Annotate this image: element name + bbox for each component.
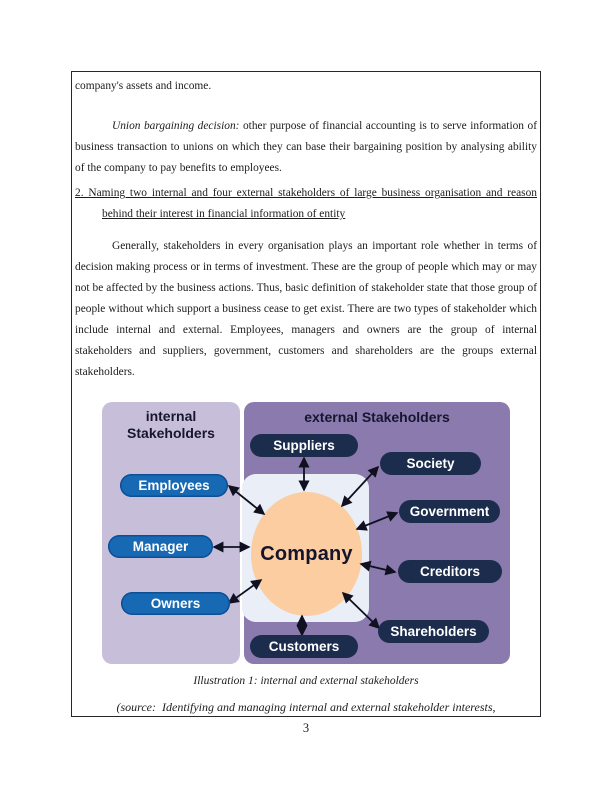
paragraph-generally: Generally, stakeholders in every organisation plays an important role whether in terms of decision making process or in terms of investment. These are the group of people which may or may not be affected by the business actions. Thus, basic definition of stakeholder state that those group of people without which support a business cease to get exist. There are two types of stakeholder which include internal and external. Employees, managers and owners are the group of internal stakeholders and suppliers, government, customers and shareholders are the groups external stakeholders. [75,240,537,379]
paragraph-fragment-top: company's assets and income. [75,80,212,92]
page-number: 3 [302,721,310,735]
illustration-caption: Illustration 1: internal and external stakeholders [193,675,419,688]
external-pill-society: Society [380,452,481,475]
union-bargaining-rest: other purpose of financial accounting is to serve information of business transaction to unions on which they can base their bargaining position by analysing ability of the company to pay benefits to employees. [75,120,537,174]
external-pill-shareholders: Shareholders [378,620,489,643]
internal-pill-employees: Employees [120,474,228,497]
union-bargaining-lead: Union bargaining decision: [112,120,240,132]
stakeholders-diagram [102,402,510,665]
external-pill-government: Government [399,500,500,523]
section-heading: 2. Naming two internal and four external stakeholders of large business organisation and reason behind their interest in financial information of entity [75,187,537,220]
internal-pill-manager: Manager [108,535,213,558]
external-pill-suppliers: Suppliers [250,434,358,457]
external-pill-creditors: Creditors [398,560,502,583]
page-frame [71,71,541,717]
external-pill-customers: Customers [250,635,358,658]
external-stakeholders-title: external Stakeholders [304,409,450,426]
source-caption-line1: (source: Identifying and managing internal and external stakeholder interests, [116,700,496,715]
paragraph-union-bargaining [75,116,537,179]
company-label: Company [260,542,353,565]
internal-pill-owners: Owners [121,592,230,615]
internal-title-line2: Stakeholders [127,425,215,442]
internal-title-line1: internal [145,408,197,425]
